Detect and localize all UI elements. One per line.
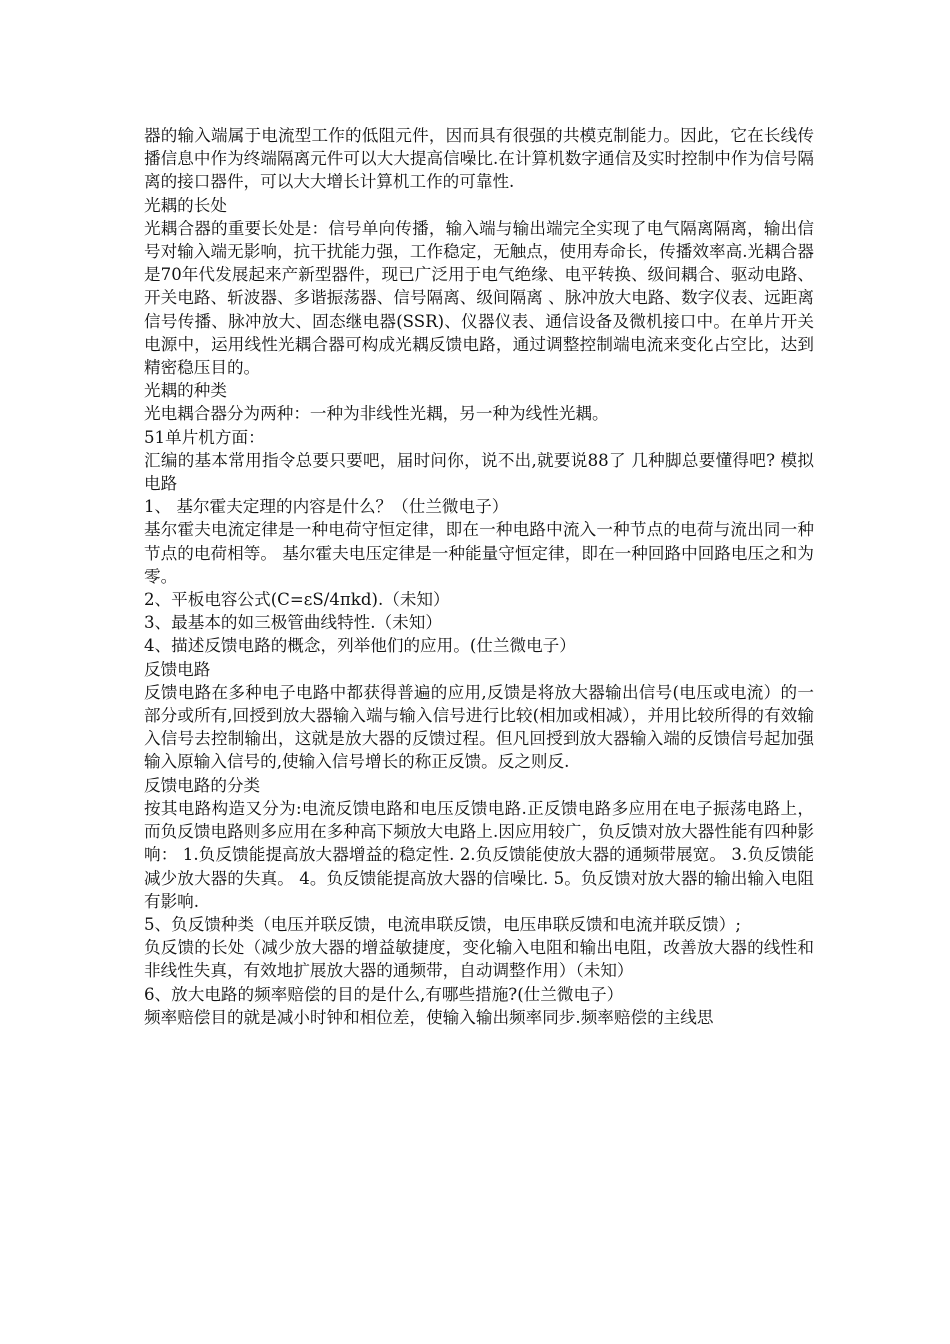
heading-51-mcu: 51单片机方面： [144, 427, 265, 447]
heading-feedback-circuit: 反馈电路 [144, 659, 211, 679]
document-page [144, 124, 814, 1029]
question-4: 4、描述反馈电路的概念，列举他们的应用。(仕兰微电子） [144, 636, 576, 656]
answer-1: 基尔霍夫电流定律是一种电荷守恒定律，即在一种电路中流入一种节点的电荷与流出同一种节点的电荷相等。 基尔霍夫电压定律是一种能量守恒定律，即在一种回路中回路电压之和为零。 [144, 520, 814, 586]
paragraph-optocoupler-types: 光电耦合器分为两种：一种为非线性光耦，另一种为线性光耦。 [144, 404, 609, 424]
heading-optocoupler-types: 光耦的种类 [144, 381, 227, 401]
question-5: 5、负反馈种类（电压并联反馈，电流串联反馈，电压串联反馈和电流并联反馈）; [144, 914, 741, 934]
paragraph-feedback-classification: 按其电路构造又分为:电流反馈电路和电压反馈电路.正反馈电路多应用在电子振荡电路上，而负反馈电路则多应用在多种高下频放大电路上.因应用较广，负反馈对放大器性能有四种影响： 1.负反馈能提高放大器增益的稳定性. 2.负反馈能使放大器的通频带展宽。 3.负反馈能减少放大器的失真。 4。负反馈能提高放大器的信噪比. 5。负反馈对放大器的输出输入电阻有影响. [144, 798, 814, 911]
question-2: 2、平板电容公式(C=εS/4πkd).（未知） [144, 590, 450, 610]
question-6: 6、放大电路的频率赔偿的目的是什么,有哪些措施?(仕兰微电子） [144, 984, 624, 1004]
question-1: 1、 基尔霍夫定理的内容是什么？（仕兰微电子） [144, 497, 509, 517]
heading-optocoupler-advantages: 光耦的长处 [144, 195, 227, 215]
question-3: 3、最基本的如三极管曲线特性.（未知） [144, 613, 442, 633]
paragraph-feedback-circuit: 反馈电路在多种电子电路中都获得普遍的应用,反馈是将放大器输出信号(电压或电流）的一部分或所有,回授到放大器输入端与输入信号进行比较(相加或相减），并用比较所得的有效输入信号去控制输出，这就是放大器的反馈过程。但凡回授到放大器输入端的反馈信号起加强输入原输入信号的,使输入信号增长的称正反馈。反之则反. [144, 682, 814, 772]
paragraph-optocoupler-advantages: 光耦合器的重要长处是：信号单向传播，输入端与输出端完全实现了电气隔离隔离，输出信号对输入端无影响，抗干扰能力强，工作稳定，无触点，使用寿命长，传播效率高.光耦合器是70年代发展起来产新型器件，现已广泛用于电气绝缘、电平转换、级间耦合、驱动电路、开关电路、斩波器、多谐振荡器、信号隔离、级间隔离 、脉冲放大电路、数字仪表、远距离信号传播、脉冲放大、固态继电器(SSR)、仪器仪表、通信设备及微机接口中。在单片开关电源中，运用线性光耦合器可构成光耦反馈电路，通过调整控制端电流来变化占空比，达到精密稳压目的。 [144, 218, 814, 378]
answer-6: 频率赔偿目的就是减小时钟和相位差，使输入输出频率同步.频率赔偿的主线思 [144, 1007, 714, 1027]
answer-5: 负反馈的长处（减少放大器的增益敏捷度，变化输入电阻和输出电阻，改善放大器的线性和非线性失真，有效地扩展放大器的通频带，自动调整作用）（未知） [144, 938, 814, 981]
paragraph-optocoupler-intro: 器的输入端属于电流型工作的低阻元件，因而具有很强的共模克制能力。因此，它在长线传播信息中作为终端隔离元件可以大大提高信噪比.在计算机数字通信及实时控制中作为信号隔离的接口器件，可以大大增长计算机工作的可靠性. [144, 126, 814, 192]
heading-feedback-classification: 反馈电路的分类 [144, 775, 261, 795]
paragraph-assembly: 汇编的基本常用指令总要只要吧，届时问你，说不出,就要说88了 几种脚总要懂得吧? 模拟电路 [144, 450, 814, 494]
